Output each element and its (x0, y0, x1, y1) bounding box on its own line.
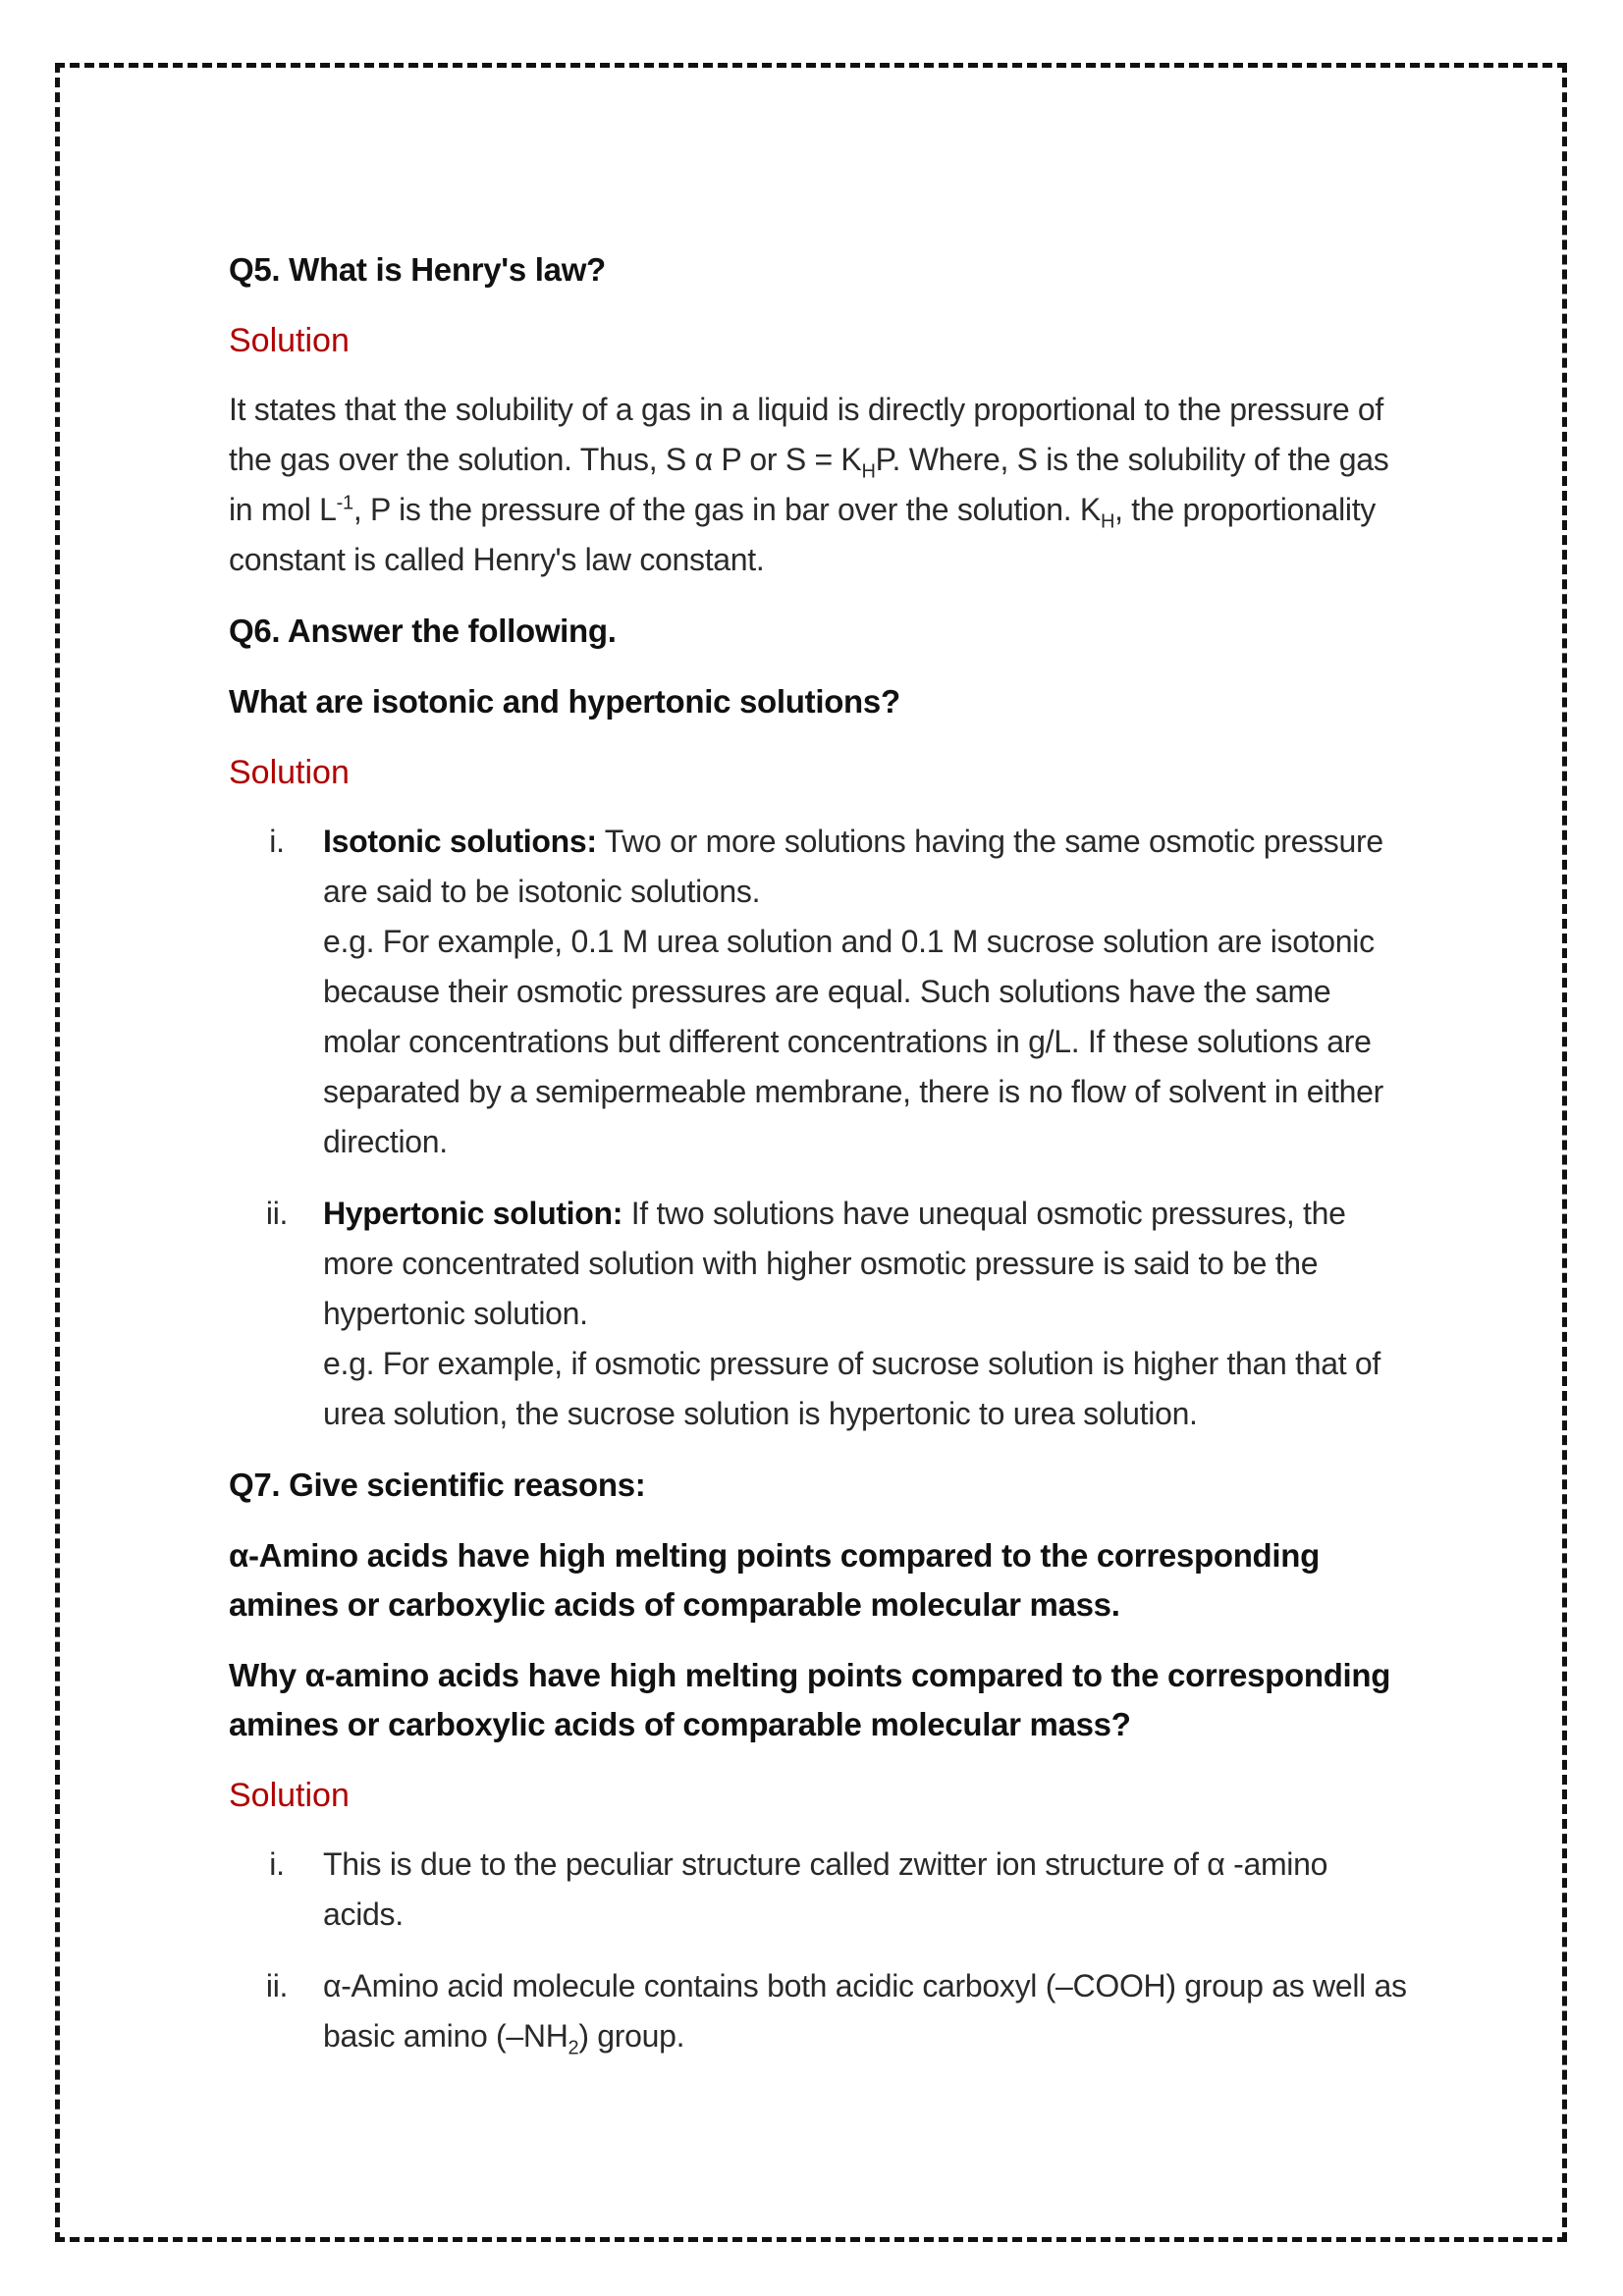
henrys-law-answer (229, 385, 1407, 585)
item-text: α-Amino acid molecule contains both acidic carboxyl (–COOH) group as well as basic amino (–NH (323, 1968, 1407, 2054)
answer-text: , P is the pressure of the gas in bar over the solution. K (352, 492, 1101, 527)
term-isotonic: Isotonic solutions: (323, 824, 597, 859)
solution-label: Solution (229, 754, 350, 791)
item-text: Two or more solutions having the same osmotic pressure are said to be isotonic solutions. (323, 824, 1383, 909)
item-example: e.g. For example, 0.1 M urea solution and 0.1 M sucrose solution are isotonic because their osmotic pressures are equal. Such solutions have the same molar concentrations but different concentrations in g/L. If these solutions are separated by a semipermeable membrane, there is no flow of solvent in either direction. (323, 924, 1383, 1159)
subscript-h: H (1100, 510, 1115, 533)
answer-text: , the proportionality constant is called Henry's law constant. (229, 492, 1376, 577)
subscript-two: 2 (568, 2037, 579, 2059)
list-marker: ii. (265, 1196, 289, 1231)
list-item (229, 1840, 1407, 1940)
question-7-statement: α-Amino acids have high melting points compared to the corresponding amines or carboxylic acids of comparable molecular mass. (229, 1537, 1320, 1623)
question-7-title: Q7. Give scientific reasons: (229, 1467, 646, 1503)
page-content (229, 245, 1407, 2083)
question-7-subquestion: Why α-amino acids have high melting points compared to the corresponding amines or carboxylic acids of comparable molecular mass? (229, 1657, 1391, 1742)
superscript-minus-one: -1 (336, 492, 353, 514)
term-hypertonic: Hypertonic solution: (323, 1196, 623, 1231)
subscript-h: H (861, 460, 876, 483)
question-6-title: Q6. Answer the following. (229, 613, 617, 649)
answer-text: P. Where, S is the solubility of the gas in mol L (229, 442, 1389, 527)
item-example: e.g. For example, if osmotic pressure of sucrose solution is higher than that of urea solution, the sucrose solution is hypertonic to urea solution. (323, 1346, 1380, 1431)
list-item (229, 1189, 1407, 1439)
list-item (229, 817, 1407, 1167)
answer-text: It states that the solubility of a gas in a liquid is directly proportional to the pressure of the gas over the solution. Thus, S α P or S = K (229, 392, 1384, 477)
list-marker: i. (269, 1846, 285, 1882)
solution-label: Solution (229, 322, 350, 359)
list-item (229, 1961, 1407, 2061)
item-text: ) group. (578, 2018, 685, 2054)
item-text: This is due to the peculiar structure called zwitter ion structure of α -amino acids. (323, 1846, 1328, 1932)
item-text: If two solutions have unequal osmotic pressures, the more concentrated solution with higher osmotic pressure is said to be the hypertonic solution. (323, 1196, 1346, 1331)
question-6-subquestion: What are isotonic and hypertonic solutions? (229, 683, 900, 720)
question-5-title: Q5. What is Henry's law? (229, 251, 606, 288)
list-marker: ii. (265, 1968, 289, 2003)
solution-label: Solution (229, 1777, 350, 1814)
list-marker: i. (269, 824, 285, 859)
